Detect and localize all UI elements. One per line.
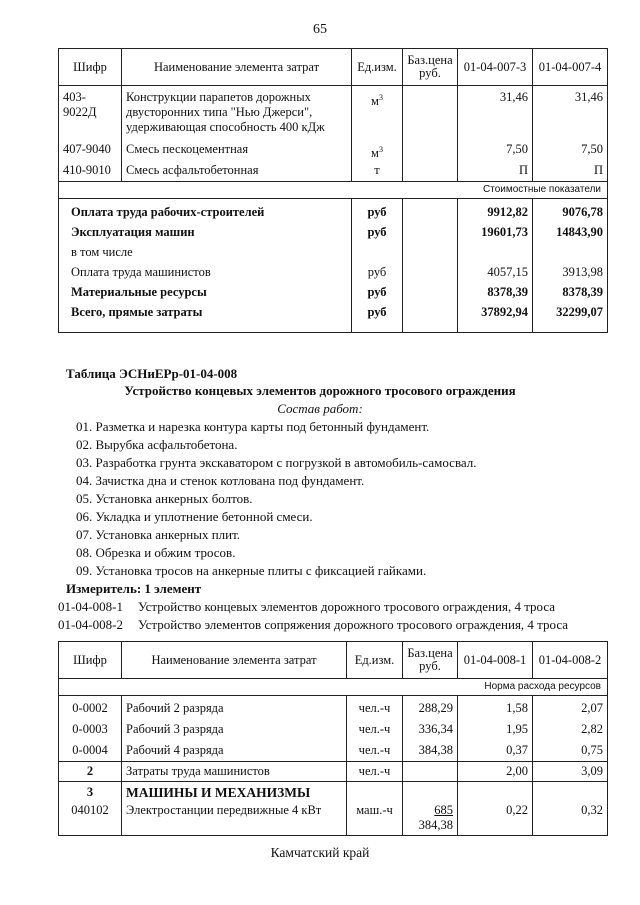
work-item: 01. Разметка и нарезка контура карты под бетонный фундамент. — [76, 419, 430, 434]
table-row: 410-9010 Смесь асфальтобетонная т П П — [59, 162, 608, 182]
table-header-row — [59, 642, 608, 679]
work-item: 09. Установка тросов на анкерные плиты с фиксацией гайками. — [76, 563, 427, 578]
resources-table-007 — [58, 48, 608, 333]
group-row: 3 МАШИНЫ И МЕХАНИЗМЫ — [59, 782, 608, 802]
work-item: 04. Зачистка дна и стенок котлована под фундамент. — [76, 473, 365, 488]
page-number: 65 — [313, 22, 327, 37]
table-row: 0-0003 Рабочий 3 разряда чел.-ч 336,34 1,95 2,82 — [59, 717, 608, 738]
header-code: Шифр — [59, 642, 122, 679]
work-item: 05. Установка анкерных болтов. — [76, 491, 253, 506]
work-item: 02. Вырубка асфальтобетона. — [76, 437, 238, 452]
table-subheader: Норма расхода ресурсов — [59, 679, 608, 696]
table-row: 0-0002 Рабочий 2 разряда чел.-ч 288,29 1,58 2,07 — [59, 696, 608, 718]
header-code: Шифр — [59, 49, 122, 86]
code-item: 01-04-008-2 Устройство элементов сопряжения дорожного тросового ограждения, 4 троса — [58, 617, 569, 632]
meter-label: Измеритель: 1 элемент — [66, 581, 202, 596]
summary-row: Материальные ресурсы руб 8378,39 8378,39 — [59, 281, 608, 301]
work-item: 03. Разработка грунта экскаватором с погрузкой в автомобиль-самосвал. — [76, 455, 477, 470]
summary-row: Всего, прямые затраты руб 37892,94 32299,07 — [59, 301, 608, 333]
header-col2: 01-04-008-2 — [533, 642, 608, 679]
resources-table-008 — [58, 641, 608, 836]
work-item: 06. Укладка и уплотнение бетонной смеси. — [76, 509, 313, 524]
header-name: Наименование элемента затрат — [122, 49, 352, 86]
summary-row: в том числе — [59, 241, 608, 261]
table-row: 407-9040 Смесь пескоцементная $м^3$ 7,50 7,50 — [59, 136, 608, 162]
work-item: 07. Установка анкерных плит. — [76, 527, 241, 542]
section-title: Устройство концевых элементов дорожного тросового ограждения — [124, 383, 516, 398]
header-name: Наименование элемента затрат — [122, 642, 347, 679]
table-subheader: Стоимостные показатели — [59, 182, 608, 199]
table-row: 0-0004 Рабочий 4 разряда чел.-ч 384,38 0,37 0,75 — [59, 738, 608, 762]
summary-row: Оплата труда рабочих-строителей руб 9912,82 9076,78 — [59, 199, 608, 222]
header-base-price: Баз.цена руб. — [403, 642, 458, 679]
table-header-row — [59, 49, 608, 86]
table-row: 403-9022Д Конструкции парапетов дорожных двусторонних типа "Нью Джерси", удерживающая способность 400 кДж $м^3$ 31,46 31,46 — [59, 86, 608, 137]
header-unit: Ед.изм. — [352, 49, 403, 86]
table-row: 040102 Электростанции передвижные 4 кВт маш.-ч 685 384,38 0,22 0,32 — [59, 801, 608, 836]
header-col1: 01-04-008-1 — [458, 642, 533, 679]
work-item: 08. Обрезка и обжим тросов. — [76, 545, 236, 560]
table-id: Таблица ЭСНиЕРр-01-04-008 — [66, 366, 238, 381]
header-col1: 01-04-007-3 — [458, 49, 533, 86]
works-title: Состав работ: — [277, 401, 363, 416]
header-base-price: Баз.цена руб. — [403, 49, 458, 86]
code-item: 01-04-008-1 Устройство концевых элементов дорожного тросового ограждения, 4 троса — [58, 599, 556, 614]
summary-row: Оплата труда машинистов руб 4057,15 3913,98 — [59, 261, 608, 281]
header-unit: Ед.изм. — [347, 642, 403, 679]
header-col2: 01-04-007-4 — [533, 49, 608, 86]
summary-row: Эксплуатация машин руб 19601,73 14843,90 — [59, 221, 608, 241]
footer-region: Камчатский край — [270, 845, 370, 860]
group-row: 2 Затраты труда машинистов чел.-ч 2,00 3,09 — [59, 762, 608, 782]
